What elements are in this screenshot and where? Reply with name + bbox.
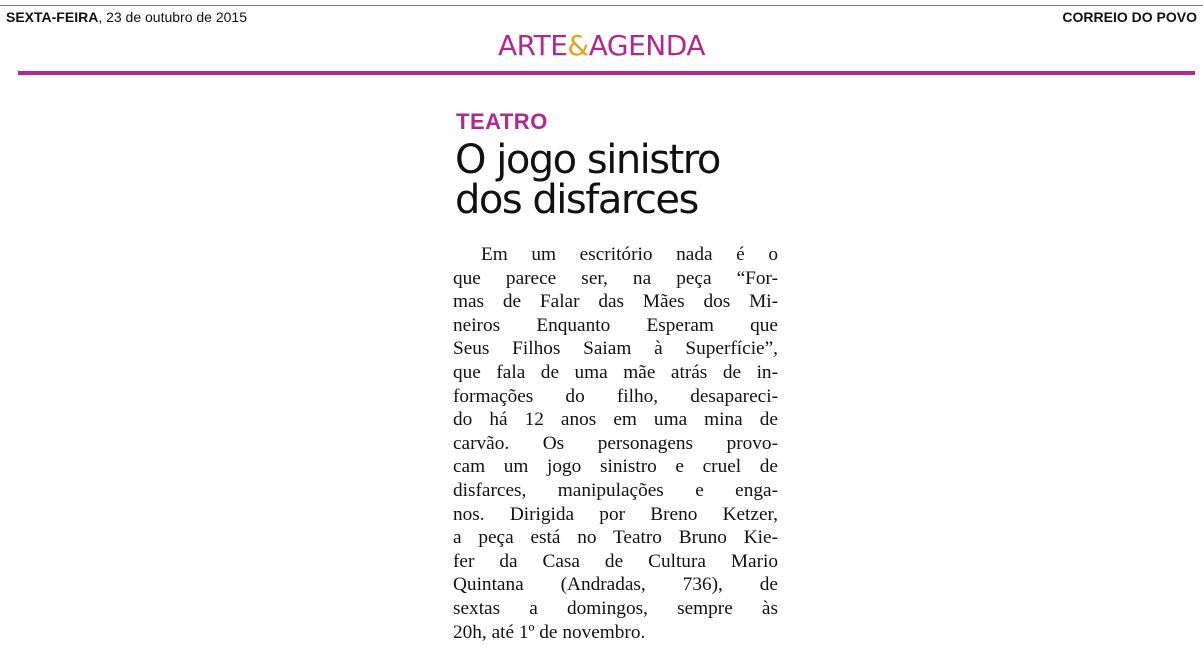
article-headline	[455, 137, 785, 223]
headline-line: O jogo sinistro	[455, 137, 720, 183]
body-line: 20h, até 1º de novembro.	[453, 621, 646, 643]
body-line: formações do filho, desapareci-	[453, 385, 778, 407]
section-title-ampersand: &	[567, 29, 589, 62]
section-title-arte: ARTE	[498, 29, 568, 62]
body-line: disfarces, manipulações e enga-	[453, 479, 778, 501]
body-line: neiros Enquanto Esperam que	[453, 314, 778, 336]
newspaper-name: CORREIO DO POVO	[1062, 9, 1197, 25]
header-weekday: SEXTA-FEIRA	[6, 9, 99, 25]
body-line: Quintana (Andradas, 736), de	[453, 574, 778, 596]
body-line: do há 12 anos em uma mina de	[453, 409, 778, 431]
body-line: sextas a domingos, sempre às	[453, 597, 778, 619]
body-line: que fala de uma mãe atrás de in-	[453, 361, 778, 383]
top-rule	[0, 5, 1203, 6]
body-line: nos. Dirigida por Breno Ketzer,	[453, 503, 778, 525]
body-line: cam um jogo sinistro e cruel de	[453, 456, 778, 478]
header-date-text: , 23 de outubro de 2015	[98, 9, 247, 25]
body-line: mas de Falar das Mães dos Mi-	[453, 291, 778, 313]
body-line: a peça está no Teatro Bruno Kie-	[453, 527, 778, 549]
section-title-agenda: AGENDA	[588, 29, 705, 62]
section-title	[0, 28, 1203, 64]
body-line: fer da Casa de Cultura Mario	[453, 550, 778, 572]
body-line: Seus Filhos Saiam à Superfície”,	[453, 338, 778, 360]
body-line: Em um escritório nada é o	[481, 244, 778, 265]
article-kicker: TEATRO	[456, 109, 548, 134]
header-date	[6, 8, 247, 26]
headline-line: dos disfarces	[455, 177, 698, 223]
body-line: carvão. Os personagens provo-	[453, 432, 778, 454]
article-body	[453, 243, 778, 644]
section-divider	[18, 71, 1195, 75]
body-line: que parece ser, na peça “For-	[453, 267, 778, 289]
